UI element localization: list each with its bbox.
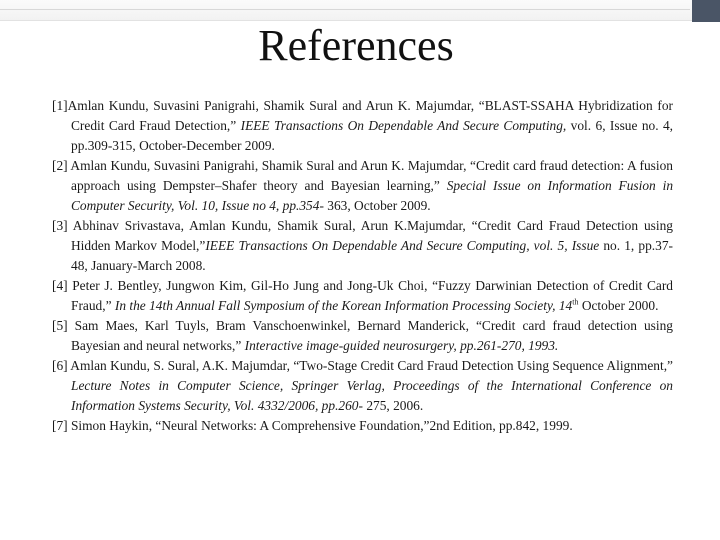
reference-venue: IEEE Transactions On Dependable And Secure Computing,: [240, 118, 567, 133]
reference-item: [52, 416, 673, 436]
reference-item: [52, 356, 673, 416]
corner-accent-block: [692, 0, 720, 22]
reference-venue: Lecture Notes in Computer Science, Springer Verlag, Proceedings of the International Conference on Information Systems Security, Vol. 4332/2006, pp.260-: [71, 378, 673, 413]
ordinal-suffix: th: [572, 297, 579, 307]
reference-text: [7] Simon Haykin, “Neural Networks: A Comprehensive Foundation,”2nd Edition, pp.842, 1999.: [52, 418, 573, 433]
reference-venue: Special Issue on Information Fusion in Computer Security, Vol. 10, Issue no 4, pp.354-: [71, 178, 674, 213]
reference-text: [3] Abhinav Srivastava, Amlan Kundu, Shamik Sural, Arun K.Majumdar, “Credit Card Fraud Detection using Hidden Markov Model,”: [52, 218, 673, 253]
reference-text: [2] Amlan Kundu, Suvasini Panigrahi, Shamik Sural and Arun K. Majumdar, “Credit card fraud detection: A fusion approach using Dempster–Shafer theory and Bayesian learning,”: [52, 158, 673, 193]
reference-details: October 2000.: [578, 298, 659, 313]
reference-text: [5] Sam Maes, Karl Tuyls, Bram Vanschoenwinkel, Bernard Manderick, “Credit card fraud detection using Bayesian and neural networks,”: [52, 318, 673, 353]
reference-item: [52, 276, 673, 316]
reference-text: [4] Peter J. Bentley, Jungwon Kim, Gil-Ho Jung and Jong-Uk Choi, “Fuzzy Darwinian Detection of Credit Card Fraud,”: [52, 278, 673, 313]
reference-text: [6] Amlan Kundu, S. Sural, A.K. Majumdar, “Two-Stage Credit Card Fraud Detection Using Sequence Alignment,”: [52, 358, 673, 373]
reference-details: vol. 6, Issue no. 4, pp.309-315, October-December 2009.: [71, 118, 673, 153]
reference-details: no. 1, pp.37-48, January-March 2008.: [71, 238, 673, 273]
reference-details: 275, 2006.: [362, 398, 424, 413]
reference-item: [52, 156, 673, 216]
reference-venue: In the 14th Annual Fall Symposium of the Korean Information Processing Society, 14: [114, 298, 573, 313]
slide-title: References: [258, 21, 454, 70]
reference-venue: Interactive image-guided neurosurgery, pp.261-270, 1993.: [244, 338, 559, 353]
reference-list: [52, 96, 673, 436]
slide-header-band: [0, 0, 720, 21]
reference-details: 363, October 2009.: [323, 198, 431, 213]
reference-item: [52, 216, 673, 276]
reference-item: [52, 96, 673, 156]
reference-item: [52, 316, 673, 356]
reference-text: [1]Amlan Kundu, Suvasini Panigrahi, Shamik Sural and Arun K. Majumdar, “BLAST-SSAHA Hybridization for Credit Card Fraud Detection,”: [52, 98, 673, 133]
header-rule: [0, 9, 690, 10]
reference-venue: IEEE Transactions On Dependable And Secure Computing, vol. 5, Issue: [205, 238, 600, 253]
